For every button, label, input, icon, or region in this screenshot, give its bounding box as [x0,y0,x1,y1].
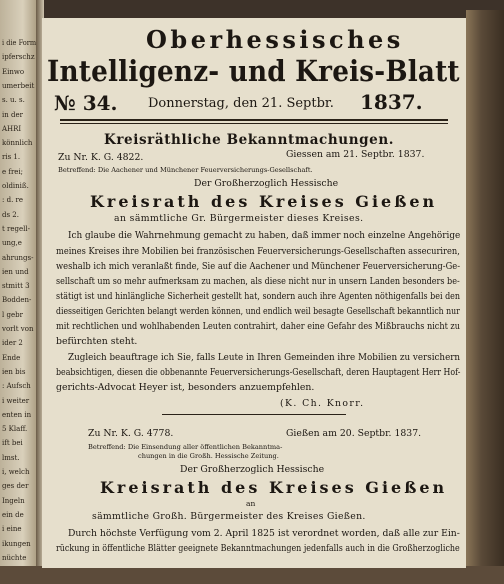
notice2-authority-title: Kreisrath des Kreises Gießen [100,478,448,497]
issue-date: Donnerstag, den 21. Septbr. [148,96,334,111]
notice2-authority-line: Der Großherzoglich Hessische [180,464,325,475]
notice1-authority-line: Der Großherzoglich Hessische [194,178,339,189]
left-page-text-fragment: ien und [2,267,29,276]
left-page-text-fragment: : d. re [2,196,24,205]
left-page-text-fragment: i, welch [2,468,30,476]
left-page-text-fragment: Einwo [2,67,25,76]
notice2-place-date: Gießen am 20. Septbr. 1837. [286,428,422,439]
notice2-body-line: rückung in öffentliche Blätter geeignete Bekanntmachungen jedenfalls auch in die Großherzogliche [56,543,460,554]
newspaper-page [42,18,466,568]
notice1-body-line: Ich glaube die Wahrnehmung gemacht zu haben, daß immer noch einzelne Angehörige [68,230,461,241]
notice1-place-date: Giessen am 21. Septbr. 1837. [286,149,425,160]
left-page-text-fragment: : Aufsch [2,382,31,391]
left-page-text-fragment: vorlt von [2,325,34,333]
notice1-body-line: weshalb ich mich veranlaßt finde, Sie auf die Aachener und Münchener Feuerversicherung-Ge- [56,261,461,272]
issue-number: № 34. [54,91,118,115]
notice1-body-line: gerichts-Advocat Heyer ist, besonders anzuempfehlen. [56,382,315,393]
book-page-edges [466,10,504,584]
left-page-text-fragment: stmitt 3 [2,282,30,291]
left-page-text-fragment: ds 2. [2,210,19,219]
notice1-subject: Betreffend: Die Aachener und Münchener Feuerversicherungs-Gesellschaft. [58,166,313,174]
masthead-rule-thick [60,119,448,121]
notice1-body-line: diesseitigen Gerichten belangt werden können, und endlich weil besagte Gesellschaft bekanntlich nur [56,306,460,317]
left-page-text-fragment: ris 1. [2,153,21,162]
left-page-text-fragment: Ende [2,353,21,362]
left-page-text-fragment: lmst. [2,453,20,462]
left-page-text-fragment: nüchte [2,553,27,562]
left-page-text-fragment: ung,e [2,239,22,248]
left-page-text-fragment: ien bis [2,367,26,376]
notice2-reference: Zu Nr. K. G. 4778. [88,428,174,439]
notice1-body-line: stätigt ist und hinlängliche Sicherheit gestellt hat, sondern auch ihre Agenten nöthigenfalls bei den [56,291,461,302]
masthead-rule-thin [60,123,448,124]
left-page-text-fragment: i eine [2,525,22,534]
book-cover-edge [0,566,504,584]
notice2-subject-line1: Betreffend: Die Einsendung aller öffentlichen Bekanntma- [88,443,283,451]
left-page-text-fragment: ift bei [2,439,23,448]
left-page-text-fragment: Ingeln [2,496,25,505]
notice2-an: an [246,499,256,508]
left-page-text-fragment: ein de [2,510,24,519]
notice2-body-line: Durch höchste Verfügung vom 2. April 1825 ist verordnet worden, daß alle zur Ein- [68,528,460,539]
left-page-text-fragment: umerbeit [2,81,35,90]
issue-year: 1837. [360,90,423,114]
notice1-body-line: meines Kreises ihre Mobilien bei französischen Feuerversicherungs-Gesellschaften assecuriren, [56,246,460,257]
masthead-title-line1: Oberhessisches [146,25,404,54]
left-page-text-fragment: 5 Klaff. [2,425,28,434]
left-page-text-fragment: t regell- [2,224,30,233]
notice1-body-line: sellschaft um so mehr aufmerksam zu machen, als diese nicht nur in unsern Landen besonders be- [56,276,460,287]
notice-separator [162,414,346,415]
notice1-body-line: mit rechtlichen und wohlhabenden Leuten contrahirt, daher eine Gefahr des Mißbrauchs nicht zu [56,321,460,332]
left-page-edge [0,0,38,584]
left-page-text-fragment: ges der [2,482,29,491]
masthead-title-line2: Intelligenz- und Kreis-Blatt [47,54,460,88]
left-page-text-fragment: e frei; [2,167,24,176]
notice1-addressee: an sämmtliche Gr. Bürgermeister dieses Kreises. [114,213,364,224]
left-page-text-fragment: i weiter [2,396,30,405]
notice2-addressee: sämmtliche Großh. Bürgermeister des Kreises Gießen. [92,511,366,522]
left-page-text-fragment: l gebr [2,310,23,319]
left-page-text-fragment: in der [2,110,23,119]
left-page-text-fragment: ider 2 [2,339,23,348]
notice1-authority-title: Kreisrath des Kreises Gießen [90,192,438,211]
section-title: Kreisräthliche Bekanntmachungen. [104,132,395,148]
left-page-text-fragment: enten in [2,410,32,419]
left-page-text-fragment: ipferschz [2,53,35,62]
notice2-subject-line2: chungen in die Großh. Hessische Zeitung. [138,452,279,460]
left-page-text-fragment: Bodden- [2,296,32,305]
notice1-body-line: beabsichtigen, diesen die obbenannte Feuerversicherungs-Gesellschaft, deren Hauptagent Herr Hof- [56,367,461,378]
notice1-body-line: Zugleich beauftrage ich Sie, falls Leute in Ihren Gemeinden ihre Mobilien zu versichern [68,352,461,363]
left-page-text-fragment: i die Form [2,39,37,47]
notice1-signature: (K. Ch. Knorr. [280,398,365,409]
left-page-text-fragment: könnlich [2,139,33,148]
left-page-text-fragment: ikungen [2,539,31,548]
notice1-body-line: befürchten steht. [56,336,138,347]
left-page-text-fragment: oldiniß. [2,182,29,190]
notice1-reference: Zu Nr. K. G. 4822. [58,152,144,163]
left-page-text-fragment: AHRI [2,124,22,133]
left-page-text-fragment: ahrungs- [2,253,34,262]
left-page-text-fragment: s. u. s. [2,96,25,105]
